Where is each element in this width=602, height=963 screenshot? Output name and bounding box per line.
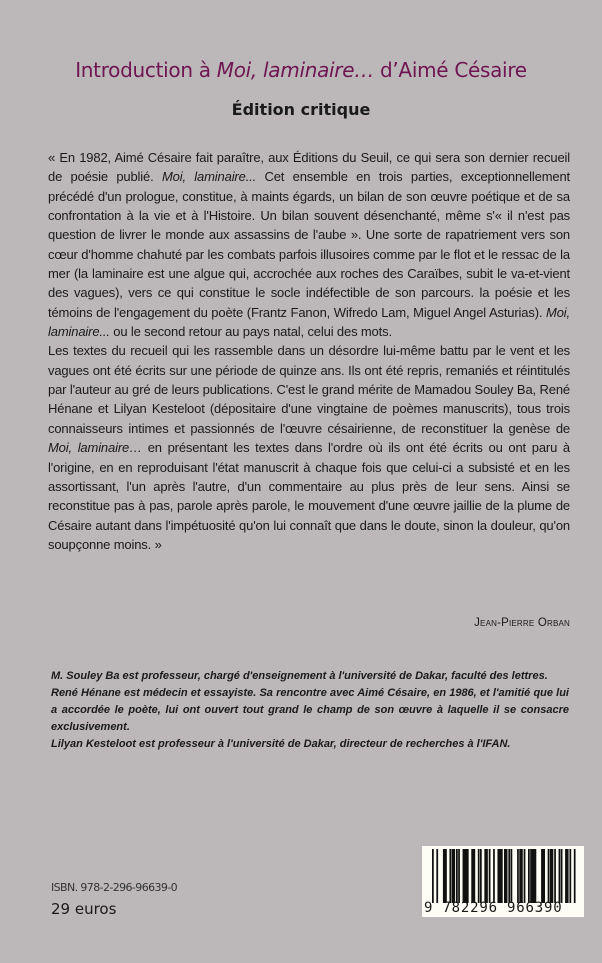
- barcode-bar: [473, 849, 475, 903]
- price: 29 euros: [51, 900, 117, 918]
- barcode-bar: [432, 849, 434, 903]
- barcode-bar: [511, 849, 513, 903]
- text-segment: ou le second retour au pays natal, celui des mots.: [109, 324, 392, 340]
- barcode-bar: [445, 849, 447, 903]
- barcode-bar: [517, 849, 519, 903]
- subtitle: Édition critique: [231, 100, 371, 119]
- bio-henane: René Hénane est médecin et essayiste. Sa rencontre avec Aimé Césaire, en 1986, et l'amitié que lui a accordée le poète, lui ont ouvert tout grand le champ de son œuvre à laquelle il se consacre exclusivement.: [51, 687, 569, 733]
- book-title: [0, 58, 602, 82]
- barcode-bar: [489, 849, 491, 903]
- barcode-bar: [493, 849, 495, 903]
- barcode-bar: [559, 849, 561, 903]
- title-text: Introduction à: [75, 58, 217, 82]
- italic-title: Moi, laminaire...: [161, 169, 257, 185]
- title-italic: Moi, laminaire…: [216, 58, 374, 82]
- barcode-bar: [456, 849, 458, 903]
- barcode-bar: [436, 849, 438, 903]
- barcode-bar: [548, 849, 550, 903]
- italic-title: Moi, laminaire…: [48, 440, 142, 456]
- barcode-bar: [550, 849, 553, 903]
- barcode-bar: [484, 849, 487, 903]
- barcode-bar: [554, 849, 556, 903]
- text-segment: Les textes du recueil qui les rassemble dans un désordre lui-même battu par le vent et les vagues ont été écrits sur une période de quinze ans. Ils ont été repris, remaniés et réintitulés par l'auteur au gré de leurs publications. C'est le grand mérite de Mamadou Souley Ba, René Hénane et Lilyan Kesteloot (dépositaire d'une vingtaine de poèmes manuscrits), tous trois connaisseurs intimes et passionnés de l'œuvre césairienne, de reconstituer la genèse de: [48, 343, 570, 436]
- isbn: ISBN. 978-2-296-96639-0: [51, 881, 178, 894]
- barcode-bar: [467, 849, 469, 903]
- text-segment: en présentant les textes dans l'ordre où ils ont été écrits ou ont paru à l'origine, en en reproduisant l'état manuscrit à chaque fois que celui-ci a subsisté et en les assortissant, l'un après l'autre, d'un commentaire au plus près de leur sens. Ainsi se reconstitue pas à pas, parole après parole, le mouvement d'une œuvre jaillie de la plume de Césaire autant dans l'impétuosité qu'on lui connaît que dans le doute, sinon la douleur, qu'on soupçonne moins. »: [48, 440, 570, 552]
- barcode-bar: [561, 849, 563, 903]
- italic-title: Moi, laminaire...: [48, 304, 570, 340]
- barcode-digits: 9 782296 966390: [424, 900, 563, 916]
- bio-souley-ba: M. Souley Ba est professeur, chargé d'enseignement à l'université de Dakar, faculté des lettres.: [51, 670, 548, 682]
- text-segment: « En 1982, Aimé Césaire fait paraître, aux Éditions du Seuil, ce qui sera son dernier recueil de poésie publié.: [48, 150, 570, 185]
- blurb-paragraph-1: [48, 148, 570, 341]
- barcode-bars: [432, 849, 576, 903]
- barcode-bar: [449, 849, 451, 903]
- author-bios: [51, 668, 569, 753]
- barcode-bar: [452, 849, 455, 903]
- barcode-bar: [528, 849, 530, 903]
- text-segment: Cet ensemble en trois parties, exceptionnellement précédé d'un prologue, constitue, à maints égards, un bilan de son œuvre poétique et de sa confrontation à la vie et à l'Histoire. Un bilan souvent désenchanté, même s'« il n'est pas question de livrer le monde aux assassins de l'aube ». Une sorte de rapatriement vers son cœur d'homme chahuté par les combats parfois illusoires comme par le flot et le ressac de la mer (la laminaire est une algue qui, accrochée aux roches des Caraïbes, subit le va-et-vient des vagues), vers ce qui constitue le socle indéfectible de son parcours. la poésie et les témoins de l'engagement du poète (Frantz Fanon, Wifredo Lam, Miguel Angel Asturias).: [48, 169, 571, 320]
- barcode-bar: [504, 849, 507, 903]
- barcode-bar: [535, 849, 537, 903]
- barcode-bar: [480, 849, 482, 903]
- barcode-bar: [524, 849, 526, 903]
- barcode-bar: [569, 849, 571, 903]
- barcode-bar: [458, 849, 460, 903]
- barcode-bar: [500, 849, 502, 903]
- bio-kesteloot: Lilyan Kesteloot est professeur à l'université de Dakar, directeur de recherches à l'IFAN.: [51, 738, 511, 750]
- blurb-author: Jean-Pierre Orban: [474, 617, 570, 629]
- barcode-bar: [519, 849, 522, 903]
- barcode-bar: [574, 849, 576, 903]
- barcode-bar: [478, 849, 480, 903]
- blurb-paragraph-2: [48, 341, 570, 554]
- blurb: [48, 148, 570, 554]
- barcode-bar: [565, 849, 568, 903]
- barcode-bar: [543, 849, 545, 903]
- barcode-bar: [508, 849, 510, 903]
- title-text: d’Aimé Césaire: [373, 58, 527, 82]
- barcode: [422, 846, 584, 917]
